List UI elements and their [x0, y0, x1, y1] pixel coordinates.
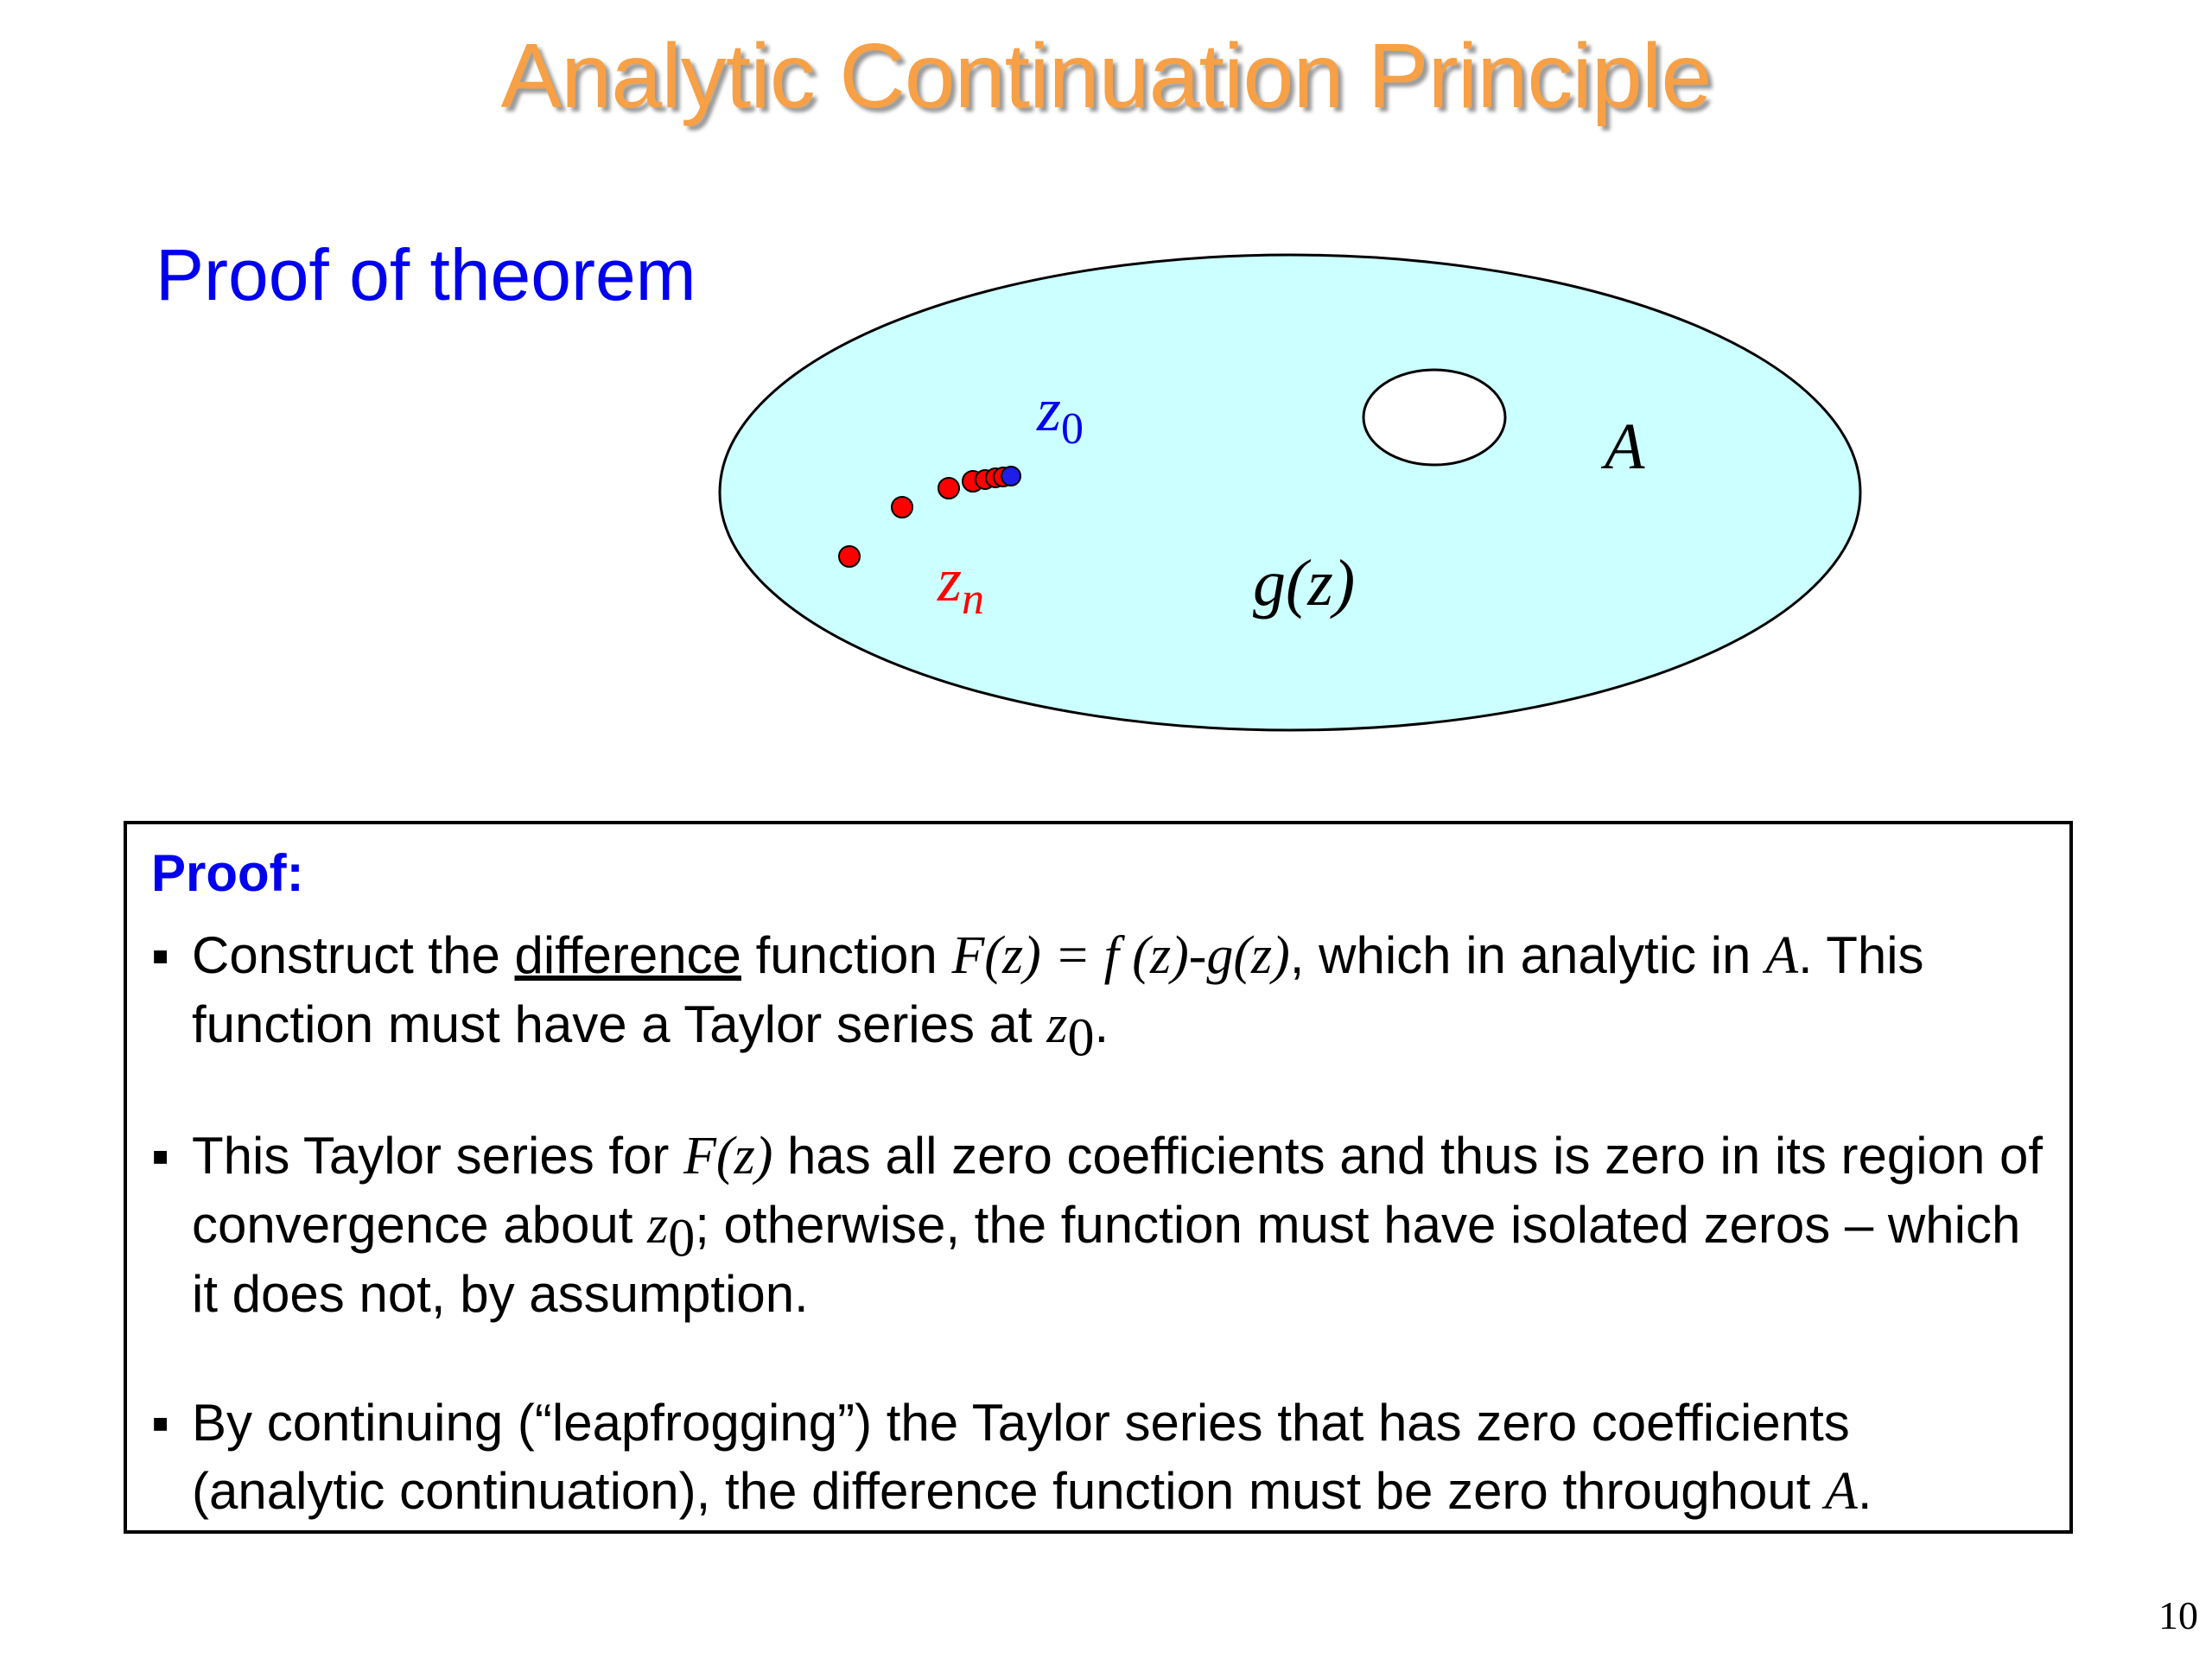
- z0-label-base: z: [1037, 375, 1062, 444]
- sequence-point: [892, 497, 912, 518]
- math-subscript: 0: [1067, 1008, 1095, 1068]
- text-run: .: [1094, 995, 1109, 1053]
- region-a-ellipse: [720, 255, 1860, 730]
- region-label: A: [1605, 410, 1645, 483]
- math-symbol: A: [1765, 926, 1798, 985]
- sequence-point: [938, 478, 959, 499]
- bullet-icon: ▪: [151, 1127, 170, 1185]
- text-run: By continuing (“leapfrogging”) the Taylor series that has zero coefficients (analytic continuation), the difference function must be zero throughout: [192, 1394, 1850, 1520]
- proof-box: [124, 821, 2073, 1534]
- domain-diagram: [0, 0, 2212, 778]
- function-label: g(z): [1253, 547, 1356, 620]
- sequence-point: [839, 546, 860, 567]
- text-run: ; otherwise, the function must have isolated zeros – which it does not, by assumption.: [192, 1196, 2021, 1323]
- text-run: This Taylor series for: [192, 1127, 684, 1185]
- proof-item-text: [192, 921, 2052, 1068]
- proof-item-3: [151, 1389, 2052, 1526]
- z0-label-subscript: 0: [1061, 404, 1084, 454]
- proof-label: Proof:: [151, 844, 304, 902]
- proof-item-2: [151, 1122, 2052, 1328]
- bullet-icon: ▪: [151, 1394, 170, 1452]
- math-expression: F(z): [683, 1127, 773, 1185]
- underlined-term: difference: [514, 926, 741, 984]
- math-symbol: A: [1825, 1462, 1858, 1521]
- text-run: , which in analytic in: [1289, 926, 1766, 984]
- text-run: . This function must have a Taylor series at: [192, 926, 1924, 1053]
- math-expression: F(z) = f (z)-g(z): [951, 926, 1290, 985]
- math-symbol: z: [647, 1196, 669, 1255]
- limit-point-z0: [1001, 467, 1020, 486]
- page-number: 10: [2158, 1593, 2198, 1637]
- proof-item-text: [192, 1122, 2052, 1328]
- proof-item-1: [151, 921, 2052, 1068]
- text-run: Construct the: [192, 926, 515, 984]
- math-subscript: 0: [668, 1209, 696, 1268]
- proof-item-text: [192, 1389, 2052, 1526]
- math-symbol: z: [1046, 995, 1068, 1054]
- text-run: has all zero coefficients and thus is zero in its region of convergence about: [192, 1127, 2044, 1254]
- hole-ellipse: [1363, 370, 1505, 465]
- zn-label-base: z: [938, 545, 963, 614]
- slide-subtitle: Proof of theorem: [156, 234, 696, 315]
- zn-label-subscript: n: [962, 575, 985, 624]
- text-run: .: [1857, 1462, 1872, 1520]
- bullet-icon: ▪: [151, 926, 170, 984]
- slide-title: Analytic Continuation Principle: [500, 25, 1712, 127]
- text-run: function: [741, 926, 952, 984]
